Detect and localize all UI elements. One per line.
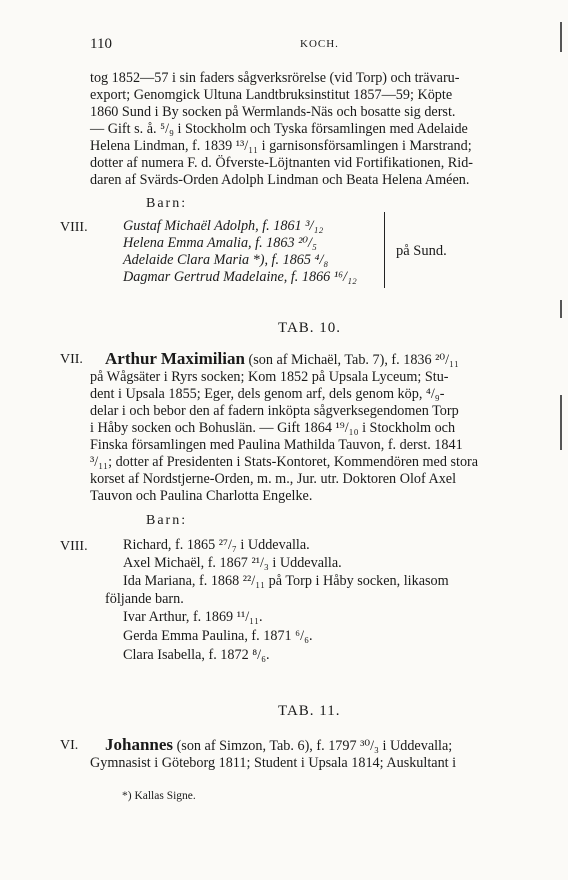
entry-text: (son af Michaël, Tab. 7), f. 1836 ²⁰/₁₁ [244, 352, 459, 368]
generation-number: VI. [60, 738, 79, 753]
entry-line: ³/₁₁; dotter af Presidenten i Stats-Kontoret, Kommendören med stora [90, 454, 479, 470]
intro-line: — Gift s. å. ⁵/₉ i Stockholm och Tyska församlingen med Adelaide [90, 121, 468, 137]
page-edge-mark [560, 22, 562, 52]
intro-line: 1860 Sund i By socken på Wermlands-Näs och bosatte sig derst. [90, 104, 456, 120]
child-entry: Adelaide Clara Maria *), f. 1865 ⁴/₈ [123, 252, 329, 268]
entry-line: Gymnasist i Göteborg 1811; Student i Upsala 1814; Auskultant i [90, 755, 457, 771]
intro-line: tog 1852—57 i sin faders sågverksrörelse (vid Torp) och trävaru- [90, 70, 460, 86]
generation-number: VII. [60, 352, 83, 367]
generation-number: VIII. [60, 220, 88, 235]
child-entry: Gerda Emma Paulina, f. 1871 ⁶/₆. [123, 628, 313, 644]
entry-line: i Håby socken och Bohuslän. — Gift 1864 ¹⁹/₁₀ i Stockholm och [90, 420, 456, 436]
running-title: KOCH. [300, 38, 339, 50]
entry-first-line [105, 736, 452, 755]
page-number: 110 [90, 36, 112, 52]
intro-line: dotter af numera F. d. Öfverste-Löjtnanten vid Fortifikationen, Rid- [90, 155, 474, 171]
entry-line: Tauvon och Paulina Charlotta Engelke. [90, 488, 313, 504]
person-name: Johannes [105, 735, 174, 754]
section-title: TAB. 10. [278, 320, 342, 336]
children-heading: Barn: [146, 196, 188, 211]
child-entry: följande barn. [105, 591, 184, 607]
child-entry: Axel Michaël, f. 1867 ²¹/₃ i Uddevalla. [123, 555, 342, 571]
page-edge-mark [560, 395, 562, 450]
intro-line: Helena Lindman, f. 1839 ¹³/₁₁ i garnisonsförsamlingen i Marstrand; [90, 138, 472, 154]
place-note: på Sund. [396, 243, 447, 259]
entry-line: på Wågsäter i Ryrs socken; Kom 1852 på Upsala Lyceum; Stu- [90, 369, 449, 385]
entry-line: Finska församlingen med Paulina Mathilda Tauvon, f. derst. 1841 [90, 437, 463, 453]
entry-line: dent i Upsala 1855; Eger, dels genom arf, dels genom köp, ⁴/₉- [90, 386, 445, 402]
intro-line: daren af Svärds-Orden Adolph Lindman och Beata Helena Améen. [90, 172, 470, 188]
child-entry: Richard, f. 1865 ²⁷/₇ i Uddevalla. [123, 537, 310, 553]
page-edge-mark [560, 300, 562, 318]
entry-first-line [105, 350, 459, 369]
child-entry: Dagmar Gertrud Madelaine, f. 1866 ¹⁶/₁₂ [123, 269, 357, 285]
child-entry: Clara Isabella, f. 1872 ⁸/₆. [123, 647, 270, 663]
intro-line: export; Genomgick Ultuna Landtbruksinstitut 1857—59; Köpte [90, 87, 453, 103]
child-entry: Ida Mariana, f. 1868 ²²/₁₁ på Torp i Håby socken, likasom [123, 573, 449, 589]
entry-line: korset af Nordstjerne-Orden, m. m., Jur. utr. Doktoren Olof Axel [90, 471, 457, 487]
section-title: TAB. 11. [278, 703, 341, 719]
entry-line: delar i och bebor den af fadern inköpta sågverksegendomen Torp [90, 403, 459, 419]
grouping-brace [384, 212, 385, 288]
footnote: *) Kallas Signe. [122, 790, 196, 802]
child-entry: Gustaf Michaël Adolph, f. 1861 ³/₁₂ [123, 218, 324, 234]
child-entry: Ivar Arthur, f. 1869 ¹¹/₁₁. [123, 609, 263, 625]
children-heading: Barn: [146, 513, 188, 528]
child-entry: Helena Emma Amalia, f. 1863 ²⁰/₅ [123, 235, 317, 251]
entry-text: (son af Simzon, Tab. 6), f. 1797 ³⁰/₃ i Uddevalla; [173, 738, 453, 754]
person-name: Arthur Maximilian [105, 349, 245, 368]
generation-number: VIII. [60, 539, 88, 554]
